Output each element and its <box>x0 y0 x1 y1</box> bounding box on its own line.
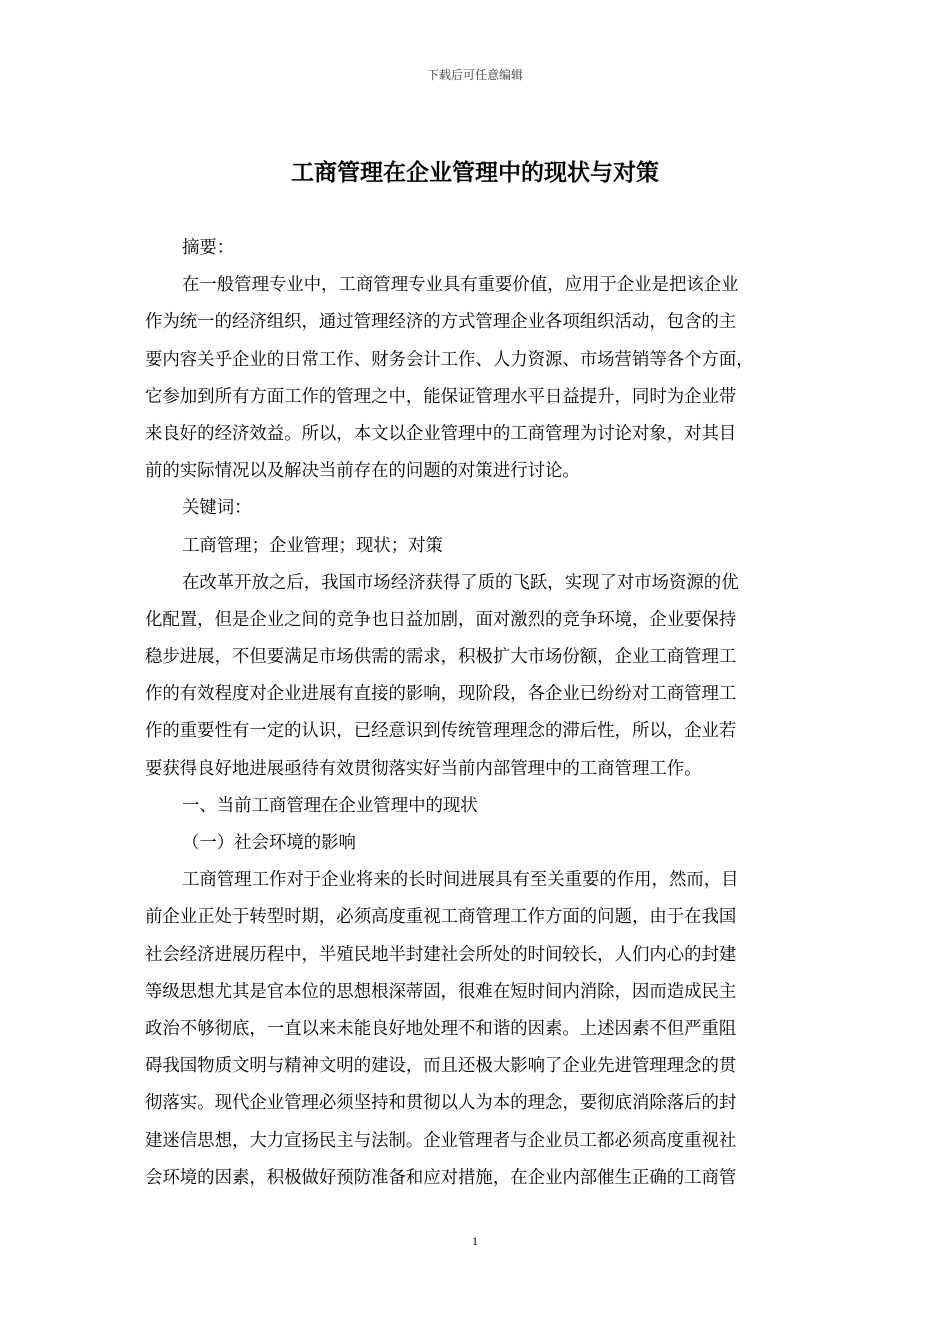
text-line: 来良好的经济效益。所以，本文以企业管理中的工商管理为讨论对象，对其目 <box>145 423 737 444</box>
text-line: 碍我国物质文明与精神文明的建设，而且还极大影响了企业先进管理理念的贯 <box>145 1056 737 1077</box>
document-body <box>145 230 805 1197</box>
text-line: 作的重要性有一定的认识，已经意识到传统管理理念的滞后性，所以，企业若 <box>145 721 737 742</box>
text-line: 作为统一的经济组织，通过管理经济的方式管理企业各项组织活动，包含的主 <box>145 312 737 333</box>
text-line: 前企业正处于转型时期，必须高度重视工商管理工作方面的问题，由于在我国 <box>145 907 737 928</box>
text-line: 要获得良好地进展亟待有效贯彻落实好当前内部管理中的工商管理工作。 <box>145 758 702 779</box>
text-line: 要内容关乎企业的日常工作、财务会计工作、人力资源、市场营销等各个方面， <box>145 349 754 370</box>
text-line: 工商管理；企业管理；现状；对策 <box>182 535 443 556</box>
document-title: 工商管理在企业管理中的现状与对策 <box>291 159 659 186</box>
text-line: 作的有效程度对企业进展有直接的影响，现阶段，各企业已纷纷对工商管理工 <box>145 684 737 705</box>
text-line: 彻落实。现代企业管理必须坚持和贯彻以人为本的理念，要彻底消除落后的封 <box>145 1093 737 1114</box>
text-line: 前的实际情况以及解决当前存在的问题的对策进行讨论。 <box>145 461 580 482</box>
text-line: 工商管理工作对于企业将来的长时间进展具有至关重要的作用，然而，目 <box>182 870 739 891</box>
text-line: 它参加到所有方面工作的管理之中，能保证管理水平日益提升，同时为企业带 <box>145 386 737 407</box>
text-line: 在一般管理专业中，工商管理专业具有重要价值，应用于企业是把该企业 <box>182 275 739 296</box>
text-line: （一）社会环境的影响 <box>182 833 356 853</box>
text-line: 一、当前工商管理在企业管理中的现状 <box>182 795 478 816</box>
text-line: 政治不够彻底，一直以来未能良好地处理不和谐的因素。上述因素不但严重阻 <box>145 1018 737 1039</box>
text-line: 在改革开放之后，我国市场经济获得了质的飞跃，实现了对市场资源的优 <box>182 572 739 593</box>
text-line: 化配置，但是企业之间的竞争也日益加剧，面对激烈的竞争环境，企业要保持 <box>145 609 737 630</box>
text-line: 会环境的因素，积极做好预防准备和应对措施，在企业内部催生正确的工商管 <box>145 1167 737 1188</box>
text-line: 建迷信思想，大力宣扬民主与法制。企业管理者与企业员工都必须高度重视社 <box>145 1130 737 1151</box>
header-note: 下载后可任意编辑 <box>426 68 523 82</box>
text-line: 关键词： <box>182 498 252 519</box>
text-line: 等级思想尤其是官本位的思想根深蒂固，很难在短时间内消除，因而造成民主 <box>145 981 737 1002</box>
page-number: 1 <box>472 1234 478 1248</box>
text-line: 社会经济进展历程中，半殖民地半封建社会所处的时间较长，人们内心的封建 <box>145 944 737 965</box>
text-line: 稳步进展，不但要满足市场供需的需求，积极扩大市场份额，企业工商管理工 <box>145 647 737 668</box>
text-line: 摘要： <box>182 238 235 258</box>
